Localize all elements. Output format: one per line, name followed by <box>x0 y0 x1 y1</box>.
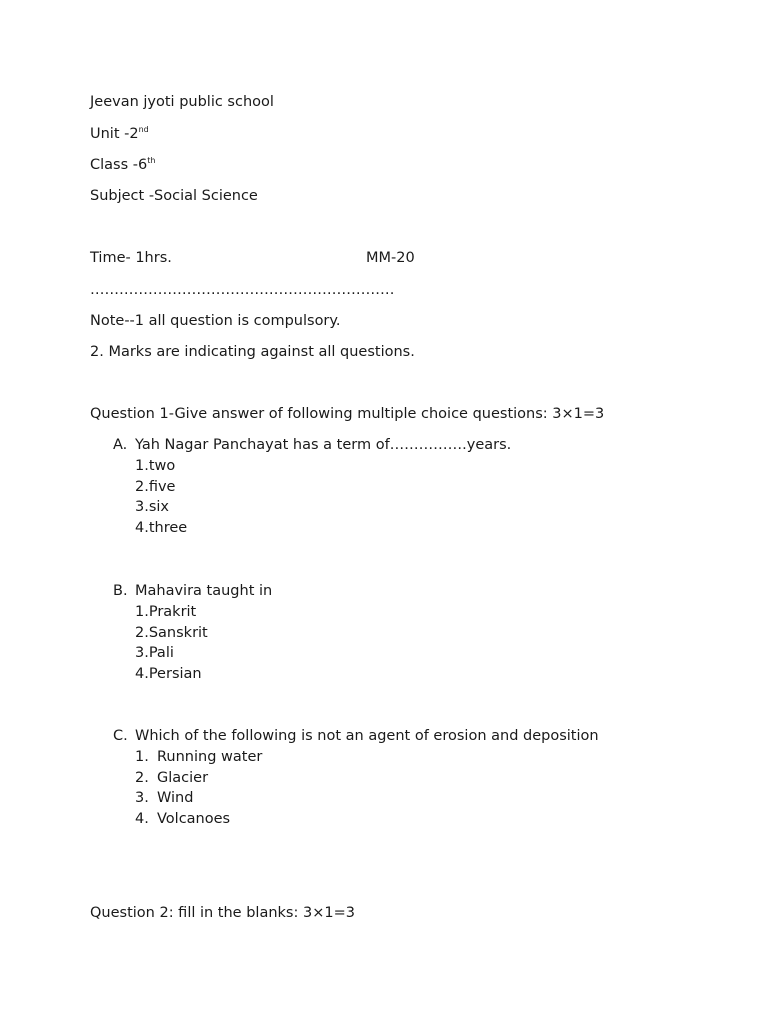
unit-text: Unit -2 <box>90 126 139 142</box>
class-superscript: th <box>147 156 156 165</box>
question-1c-stem <box>113 726 599 747</box>
question-text: Mahavira taught in <box>135 583 273 599</box>
option <box>135 809 599 830</box>
question-1a <box>113 435 511 539</box>
note-2: 2. Marks are indicating against all questions. <box>90 344 415 360</box>
separator-dots: ……………………………………………………… <box>90 282 395 298</box>
option-number: 1. <box>135 748 149 765</box>
option: 3.six <box>135 499 169 516</box>
question-1b-stem <box>113 581 272 602</box>
option-label: Running water <box>157 748 263 765</box>
option-label: Glacier <box>157 769 209 786</box>
option: 4.three <box>135 520 188 537</box>
option <box>135 768 599 789</box>
question-1b <box>113 581 272 685</box>
question-text: Yah Nagar Panchayat has a term of…………….years. <box>135 437 512 453</box>
option <box>135 747 599 768</box>
subject-line: Subject -Social Science <box>90 188 258 204</box>
question-text: Which of the following is not an agent of erosion and deposition <box>135 728 599 744</box>
unit-line <box>90 124 149 144</box>
option: 2.five <box>135 478 176 495</box>
unit-superscript: nd <box>138 125 149 134</box>
school-name: Jeevan jyoti public school <box>90 94 274 110</box>
question-letter: A. <box>113 437 128 453</box>
option <box>135 788 599 809</box>
max-marks: MM-20 <box>366 250 415 266</box>
options-list <box>135 602 272 685</box>
option: 1.two <box>135 457 176 474</box>
class-text: Class -6 <box>90 157 148 173</box>
option-label: Volcanoes <box>157 811 231 828</box>
option-number: 4. <box>135 811 149 828</box>
option: 3.Pali <box>135 645 174 662</box>
options-list <box>135 456 511 539</box>
time-line: Time- 1hrs. <box>90 250 172 266</box>
option-label: Wind <box>157 790 194 807</box>
question-1c <box>113 726 599 830</box>
question-letter: C. <box>113 728 128 744</box>
note-1: Note--1 all question is compulsory. <box>90 313 341 329</box>
question-1a-stem <box>113 435 511 456</box>
option-number: 2. <box>135 769 149 786</box>
question-2-title: Question 2: fill in the blanks: 3×1=3 <box>90 905 355 921</box>
option: 2.Sanskrit <box>135 624 208 641</box>
question-1-title: Question 1-Give answer of following multiple choice questions: 3×1=3 <box>90 406 605 422</box>
options-list <box>135 747 599 830</box>
option-number: 3. <box>135 790 149 807</box>
question-letter: B. <box>113 583 128 599</box>
option: 1.Prakrit <box>135 603 197 620</box>
option: 4.Persian <box>135 666 202 683</box>
class-line <box>90 155 155 175</box>
